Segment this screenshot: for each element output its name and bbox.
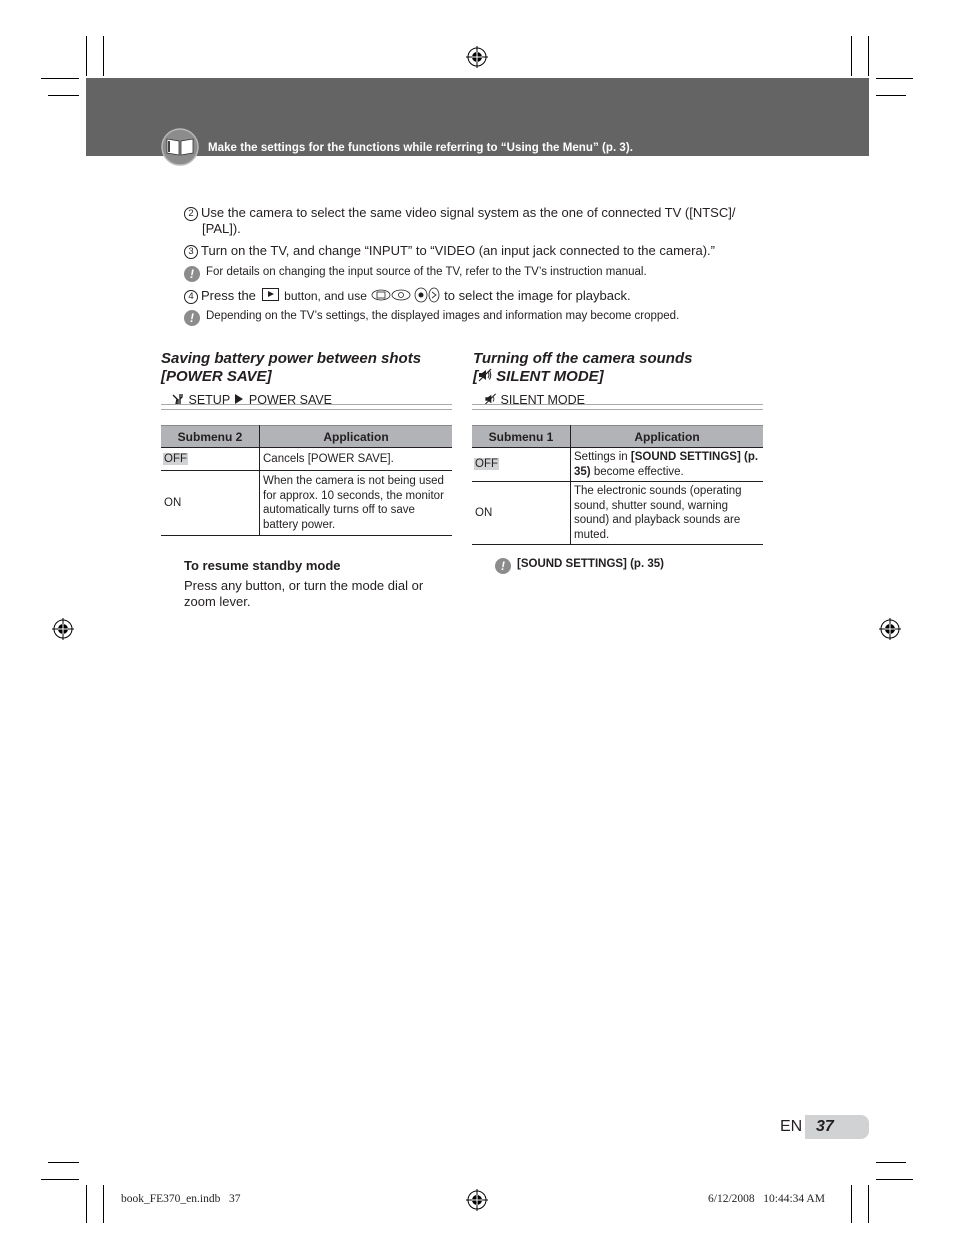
caution-icon: ! (184, 266, 200, 282)
default-option: OFF (475, 458, 498, 471)
column-header: Submenu 1 (472, 426, 571, 448)
table-row: ON The electronic sounds (operating sound, shutter sound, warning sound) and playback sounds are muted. (472, 482, 763, 545)
power-save-table (161, 425, 452, 536)
step-2: 2 Use the camera to select the same video signal system as the one of connected TV ([NTSC]/ [PAL]). (184, 205, 735, 237)
step-number: 4 (184, 290, 198, 304)
crop-mark (876, 95, 906, 96)
table-row: OFF Settings in [SOUND SETTINGS] (p. 35) become effective. (472, 448, 763, 482)
column-header: Application (571, 426, 764, 448)
silent-mode-title: Turning off the camera sounds [ SILENT MODE] (473, 350, 693, 385)
note-tv-cropped: ! Depending on the TV’s settings, the displayed images and information may become cropped. (184, 309, 679, 326)
crop-mark (851, 1185, 852, 1223)
language-label: EN (780, 1118, 803, 1135)
step-number: 3 (184, 245, 198, 259)
arrow-pad-icon (371, 287, 441, 303)
step-3: 3 Turn on the TV, and change “INPUT” to “VIDEO (an input jack connected to the camera).” (184, 243, 715, 259)
crop-mark (41, 78, 79, 79)
crop-mark (103, 36, 104, 76)
crop-mark (48, 1162, 79, 1163)
silent-mode-table (472, 425, 763, 545)
crop-mark (868, 36, 869, 76)
speaker-muted-icon (478, 368, 492, 382)
caution-icon: ! (184, 310, 200, 326)
registration-mark-icon (52, 618, 74, 640)
crop-mark (48, 95, 79, 96)
page-number-box (805, 1115, 869, 1139)
crop-mark (868, 1185, 869, 1223)
note-tv-input: ! For details on changing the input source of the TV, refer to the TV’s instruction manual. (184, 265, 647, 282)
registration-mark-icon (466, 1189, 488, 1211)
resume-text: Press any button, or turn the mode dial or zoom lever. (184, 578, 424, 609)
header-instruction: Make the settings for the functions while referring to “Using the Menu” (p. 3). (208, 142, 634, 154)
caution-icon: ! (495, 558, 511, 574)
step-4: 4 Press the button, and use to select the image for playback. (184, 287, 631, 304)
crop-mark (876, 1162, 906, 1163)
section-rule (472, 404, 763, 410)
crop-mark (851, 36, 852, 76)
power-save-menu-path: SETUP POWER SAVE (172, 393, 332, 408)
footer-timestamp: 6/12/2008 10:44:34 AM (708, 1193, 825, 1205)
crop-mark (86, 1185, 87, 1223)
crop-mark (86, 36, 87, 76)
crop-mark (103, 1185, 104, 1223)
step-number: 2 (184, 207, 198, 221)
page-number: 37 (816, 1118, 834, 1135)
footer-file: book_FE370_en.indb 37 (121, 1193, 241, 1205)
crop-mark (876, 1179, 913, 1180)
section-rule (161, 404, 452, 410)
resume-heading: To resume standby mode (184, 558, 341, 573)
right-arrow-icon (235, 394, 243, 404)
crop-mark (41, 1179, 79, 1180)
book-icon (160, 128, 200, 166)
table-row: OFF Cancels [POWER SAVE]. (161, 448, 452, 471)
registration-mark-icon (466, 46, 488, 68)
silent-mode-menu-path: SILENT MODE (484, 393, 585, 408)
column-header: Application (260, 426, 453, 448)
default-option: OFF (164, 452, 187, 465)
sound-settings-reference: ! [SOUND SETTINGS] (p. 35) (495, 557, 664, 574)
column-header: Submenu 2 (161, 426, 260, 448)
power-save-title: Saving battery power between shots [POWER SAVE] (161, 350, 422, 385)
table-row: ON When the camera is not being used for approx. 10 seconds, the monitor automatically turns off to save battery power. (161, 471, 452, 536)
playback-button-icon (262, 288, 279, 301)
crop-mark (876, 78, 913, 79)
registration-mark-icon (879, 618, 901, 640)
